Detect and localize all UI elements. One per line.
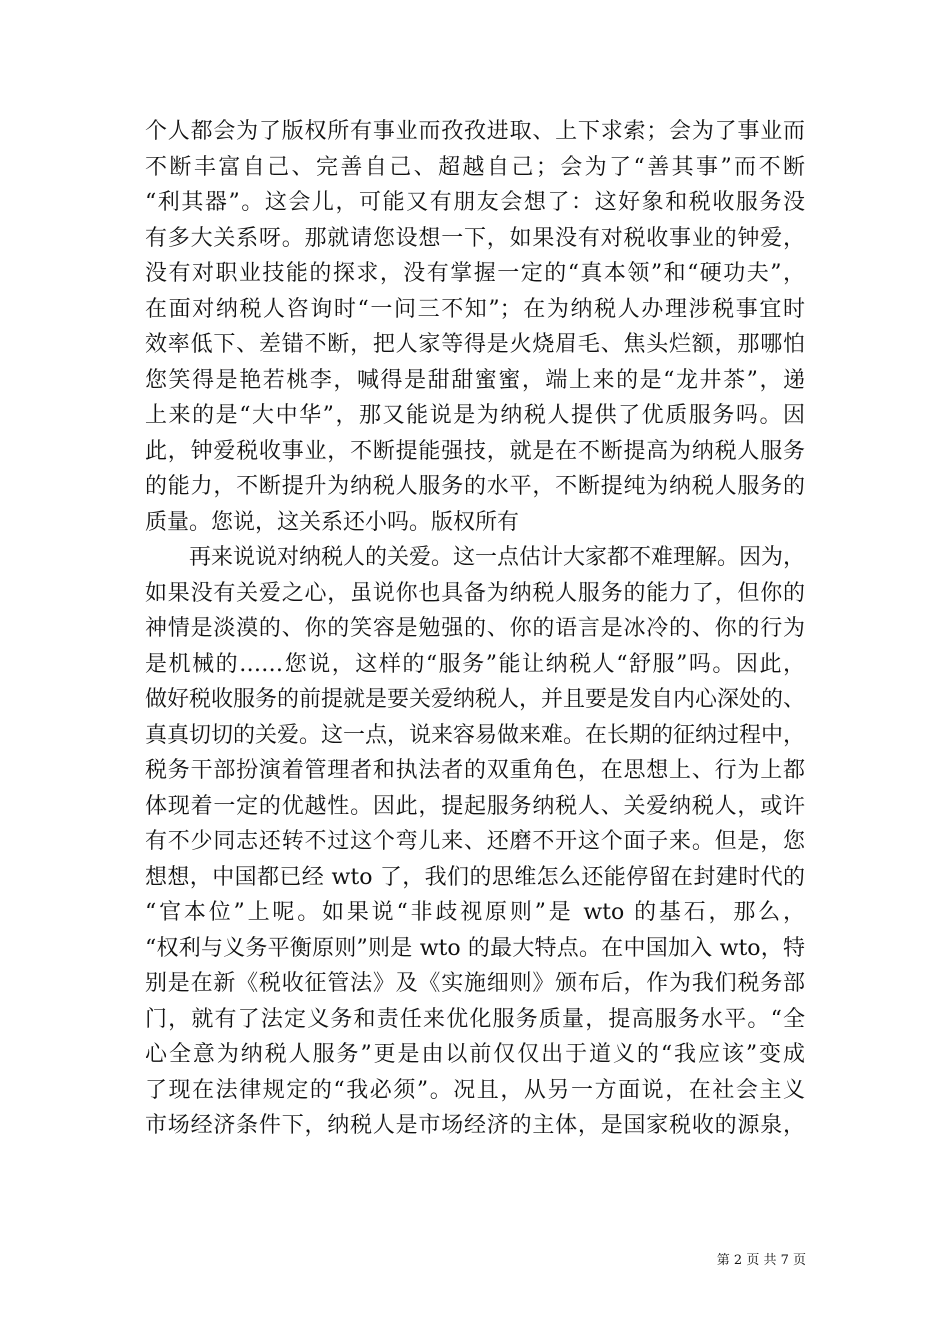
text-line: 神情是淡漠的、你的笑容是勉强的、你的语言是冰冷的、你的行为 (145, 616, 805, 641)
text-line: 别是在新《税收征管法》及《实施细则》颁布后，作为我们税务部 (145, 971, 805, 996)
text-line: 是机械的……您说，这样的“服务”能让纳税人“舒服”吗。因此， (145, 651, 805, 677)
text-line: 的能力，不断提升为纳税人服务的水平，不断提纯为纳税人服务的 (145, 474, 805, 499)
text-line: 税务干部扮演着管理者和执法者的双重角色，在思想上、行为上都 (145, 758, 805, 783)
body-text (145, 114, 805, 1144)
paragraph-1 (145, 114, 805, 540)
text-line: 如果没有关爱之心，虽说你也具备为纳税人服务的能力了，但你的 (145, 580, 805, 606)
text-line: 门，就有了法定义务和责任来优化服务质量，提高服务水平。“全 (145, 1006, 805, 1032)
text-line: 再来说说对纳税人的关爱。这一点估计大家都不难理解。因为， (189, 545, 806, 570)
text-line: 质量。您说，这关系还小吗。版权所有 (145, 509, 520, 535)
text-line: 体现着一定的优越性。因此，提起服务纳税人、关爱纳税人，或许 (145, 793, 805, 819)
text-line: 效率低下、差错不断，把人家等得是火烧眉毛、焦头烂额，那哪怕 (145, 332, 805, 357)
text-line: “权利与义务平衡原则”则是 wto 的最大特点。在中国加入 wto，特 (145, 935, 805, 961)
text-line: 有多大关系呀。那就请您设想一下，如果没有对税收事业的钟爱， (145, 225, 805, 251)
text-line: “利其器”。这会儿，可能又有朋友会想了：这好象和税收服务没 (145, 190, 805, 215)
text-line: 此，钟爱税收事业，不断提能强技，就是在不断提高为纳税人服务 (145, 438, 805, 464)
text-line: “官本位”上呢。如果说“非歧视原则”是 wto 的基石，那么， (145, 900, 805, 925)
text-line: 了现在法律规定的“我必须”。况且，从另一方面说，在社会主义 (145, 1077, 805, 1103)
text-line: 市场经济条件下，纳税人是市场经济的主体，是国家税收的源泉， (145, 1113, 805, 1138)
text-line: 心全意为纳税人服务”更是由以前仅仅出于道义的“我应该”变成 (145, 1042, 805, 1067)
paragraph-2 (145, 540, 805, 1144)
text-line: 真真切切的关爱。这一点，说来容易做来难。在长期的征纳过程中， (145, 722, 806, 748)
text-line: 做好税收服务的前提就是要关爱纳税人，并且要是发自内心深处的、 (145, 687, 806, 712)
text-line: 不断丰富自己、完善自己、超越自己；会为了“善其事”而不断 (145, 154, 805, 180)
text-line: 上来的是“大中华”，那又能说是为纳税人提供了优质服务吗。因 (145, 403, 805, 428)
text-line: 您笑得是艳若桃李，喊得是甜甜蜜蜜，端上来的是“龙井茶”，递 (145, 367, 805, 393)
text-line: 个人都会为了版权所有事业而孜孜进取、上下求索；会为了事业而 (145, 119, 805, 144)
page-number-footer: 第 2 页 共 7 页 (716, 1253, 806, 1268)
text-line: 没有对职业技能的探求，没有掌握一定的“真本领”和“硬功夫”， (145, 261, 805, 286)
text-line: 想想，中国都已经 wto 了，我们的思维怎么还能停留在封建时代的 (145, 864, 805, 890)
text-line: 在面对纳税人咨询时“一问三不知”；在为纳税人办理涉税事宜时 (145, 296, 805, 322)
text-line: 有不少同志还转不过这个弯儿来、还磨不开这个面子来。但是，您 (145, 829, 805, 854)
